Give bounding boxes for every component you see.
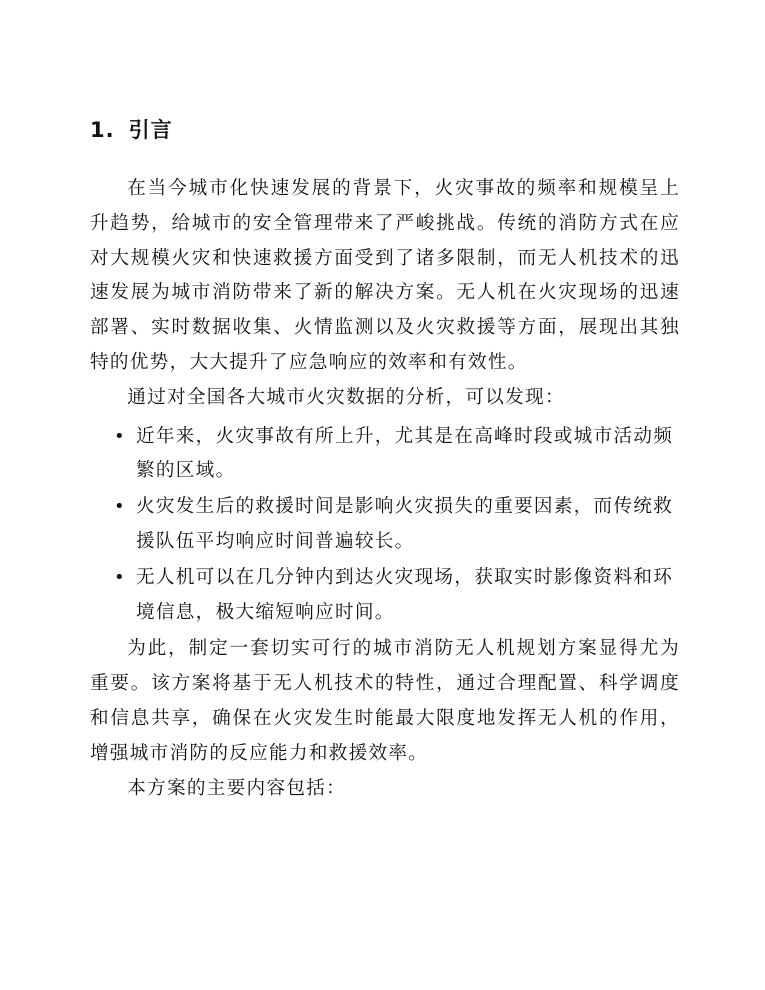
- section-title: 引言: [128, 118, 173, 142]
- list-item: [90, 561, 680, 631]
- findings-list: [90, 420, 680, 631]
- list-item-text: 无人机可以在几分钟内到达火灾现场，获取实时影像资料和环境信息，极大缩短响应时间。: [136, 566, 674, 623]
- list-item: [90, 420, 680, 490]
- list-item-text: 近年来，火灾事故有所上升，尤其是在高峰时段或城市活动频繁的区域。: [136, 425, 674, 482]
- paragraph-background: 在当今城市化快速发展的背景下，火灾事故的频率和规模呈上升趋势，给城市的安全管理带来了严峻挑战。传统的消防方式在应对大规模火灾和快速救援方面受到了诸多限制，而无人机技术的迅速发展为城市消防带来了新的解决方案。无人机在火灾现场的迅速部署、实时数据收集、火情监测以及火灾救援等方面，展现出其独特的优势，大大提升了应急响应的效率和有效性。: [90, 178, 680, 373]
- paragraph-plan-purpose: 为此，制定一套切实可行的城市消防无人机规划方案显得尤为重要。该方案将基于无人机技术的特性，通过合理配置、科学调度和信息共享，确保在火灾发生时能最大限度地发挥无人机的作用，增强城市消防的反应能力和救援效率。: [90, 638, 680, 764]
- list-item: [90, 490, 680, 560]
- bullet-icon: •: [114, 425, 126, 447]
- bullet-icon: •: [114, 566, 126, 588]
- paragraph-analysis-intro: 通过对全国各大城市火灾数据的分析，可以发现：: [127, 386, 565, 408]
- list-item-text: 火灾发生后的救援时间是影响火灾损失的重要因素，而传统救援队伍平均响应时间普遍较长。: [136, 496, 674, 552]
- bullet-icon: •: [114, 496, 126, 518]
- section-heading: [90, 114, 173, 144]
- paragraph-contents-intro: 本方案的主要内容包括：: [127, 777, 347, 799]
- section-number: 1.: [90, 118, 115, 142]
- section-body: [90, 172, 680, 806]
